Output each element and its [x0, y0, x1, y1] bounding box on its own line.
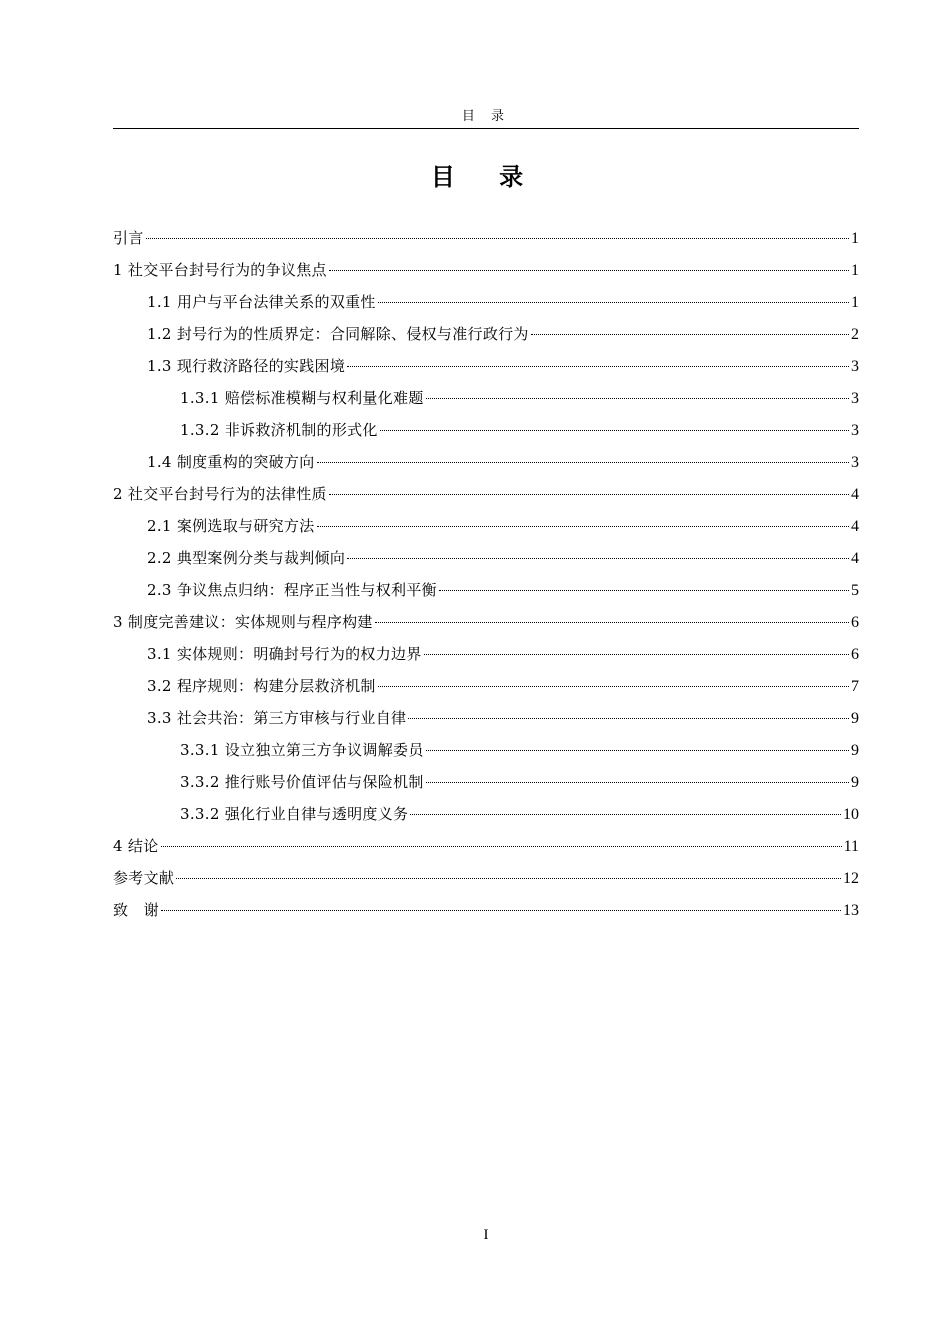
toc-entry-page: 9 — [851, 774, 859, 791]
running-header: 目 录 — [461, 109, 511, 124]
toc-entry-label: 3.2 程序规则：构建分层救济机制 — [147, 677, 376, 695]
toc-leader-dots — [317, 526, 849, 527]
toc-entry[interactable] — [113, 286, 859, 318]
toc-entry[interactable] — [113, 446, 859, 478]
toc-entry-label: 3.1 实体规则：明确封号行为的权力边界 — [147, 645, 422, 663]
page-number: I — [483, 1227, 489, 1243]
toc-entry[interactable] — [113, 734, 859, 766]
toc-entry[interactable] — [113, 894, 859, 926]
toc-entry[interactable] — [113, 510, 859, 542]
toc-entry-page: 5 — [851, 582, 859, 599]
toc-entry-page: 13 — [843, 902, 859, 919]
toc-entry-label: 1.3.2 非诉救济机制的形式化 — [180, 421, 378, 439]
toc-entry[interactable] — [113, 350, 859, 382]
toc-entry-page: 9 — [851, 710, 859, 727]
toc-entry-label: 致 谢 — [113, 901, 159, 919]
toc-entry-page: 9 — [851, 742, 859, 759]
toc-entry-page: 3 — [851, 358, 859, 375]
toc-entry[interactable] — [113, 414, 859, 446]
toc-leader-dots — [347, 366, 849, 367]
toc-entry-label: 1.4 制度重构的突破方向 — [147, 453, 315, 471]
toc-list — [113, 222, 859, 926]
toc-entry[interactable] — [113, 798, 859, 830]
toc-leader-dots — [329, 270, 849, 271]
toc-entry[interactable] — [113, 222, 859, 254]
toc-entry-label: 参考文献 — [113, 869, 175, 887]
header-rule — [113, 128, 859, 129]
toc-entry-label: 2.2 典型案例分类与裁判倾向 — [147, 549, 346, 567]
toc-entry-page: 1 — [851, 294, 859, 311]
toc-leader-dots — [439, 590, 849, 591]
toc-entry-page: 1 — [851, 262, 859, 279]
toc-entry[interactable] — [113, 830, 859, 862]
toc-entry-page: 4 — [851, 518, 859, 535]
toc-entry-label: 4 结论 — [113, 837, 159, 855]
toc-entry[interactable] — [113, 638, 859, 670]
toc-entry-page: 3 — [851, 422, 859, 439]
toc-entry-page: 3 — [851, 390, 859, 407]
toc-entry-label: 1.3.1 赔偿标准模糊与权利量化难题 — [180, 389, 424, 407]
toc-leader-dots — [426, 750, 849, 751]
toc-entry-label: 3.3.1 设立独立第三方争议调解委员 — [180, 741, 424, 759]
toc-entry-page: 12 — [843, 870, 859, 887]
toc-entry-label: 3.3 社会共治：第三方审核与行业自律 — [147, 709, 407, 727]
toc-entry-label: 1.2 封号行为的性质界定：合同解除、侵权与准行政行为 — [147, 325, 529, 343]
toc-leader-dots — [424, 654, 849, 655]
toc-entry-page: 11 — [843, 838, 859, 855]
toc-entry[interactable] — [113, 670, 859, 702]
toc-entry-page: 1 — [851, 230, 859, 247]
toc-leader-dots — [329, 494, 849, 495]
toc-entry-page: 7 — [851, 678, 859, 695]
toc-entry-label: 2.3 争议焦点归纳：程序正当性与权利平衡 — [147, 581, 437, 599]
toc-leader-dots — [408, 718, 849, 719]
toc-entry[interactable] — [113, 574, 859, 606]
toc-title: 目 录 — [430, 163, 542, 191]
toc-leader-dots — [176, 878, 841, 879]
toc-leader-dots — [426, 782, 849, 783]
toc-leader-dots — [410, 814, 841, 815]
toc-leader-dots — [347, 558, 849, 559]
toc-leader-dots — [378, 302, 849, 303]
toc-entry-page: 3 — [851, 454, 859, 471]
toc-leader-dots — [375, 622, 849, 623]
toc-entry[interactable] — [113, 862, 859, 894]
toc-entry-label: 3.3.2 推行账号价值评估与保险机制 — [180, 773, 424, 791]
toc-entry-label: 1.3 现行救济路径的实践困境 — [147, 357, 346, 375]
toc-entry-page: 4 — [851, 486, 859, 503]
toc-entry[interactable] — [113, 478, 859, 510]
toc-leader-dots — [161, 910, 841, 911]
toc-leader-dots — [146, 238, 849, 239]
toc-entry-label: 1.1 用户与平台法律关系的双重性 — [147, 293, 376, 311]
toc-leader-dots — [380, 430, 849, 431]
toc-entry-label: 3 制度完善建议：实体规则与程序构建 — [113, 613, 373, 631]
toc-entry-page: 6 — [851, 614, 859, 631]
toc-entry-page: 10 — [843, 806, 859, 823]
toc-leader-dots — [317, 462, 849, 463]
toc-entry-label: 引言 — [113, 229, 144, 247]
toc-entry-page: 6 — [851, 646, 859, 663]
toc-entry[interactable] — [113, 542, 859, 574]
toc-entry[interactable] — [113, 702, 859, 734]
toc-entry[interactable] — [113, 606, 859, 638]
toc-entry[interactable] — [113, 254, 859, 286]
toc-entry-label: 3.3.2 强化行业自律与透明度义务 — [180, 805, 409, 823]
toc-entry-page: 4 — [851, 550, 859, 567]
toc-leader-dots — [378, 686, 849, 687]
toc-leader-dots — [531, 334, 849, 335]
toc-entry[interactable] — [113, 766, 859, 798]
toc-entry[interactable] — [113, 382, 859, 414]
toc-leader-dots — [161, 846, 842, 847]
toc-entry-label: 1 社交平台封号行为的争议焦点 — [113, 261, 327, 279]
toc-entry-label: 2 社交平台封号行为的法律性质 — [113, 485, 327, 503]
toc-entry-page: 2 — [851, 326, 859, 343]
toc-entry[interactable] — [113, 318, 859, 350]
toc-leader-dots — [426, 398, 849, 399]
toc-entry-label: 2.1 案例选取与研究方法 — [147, 517, 315, 535]
